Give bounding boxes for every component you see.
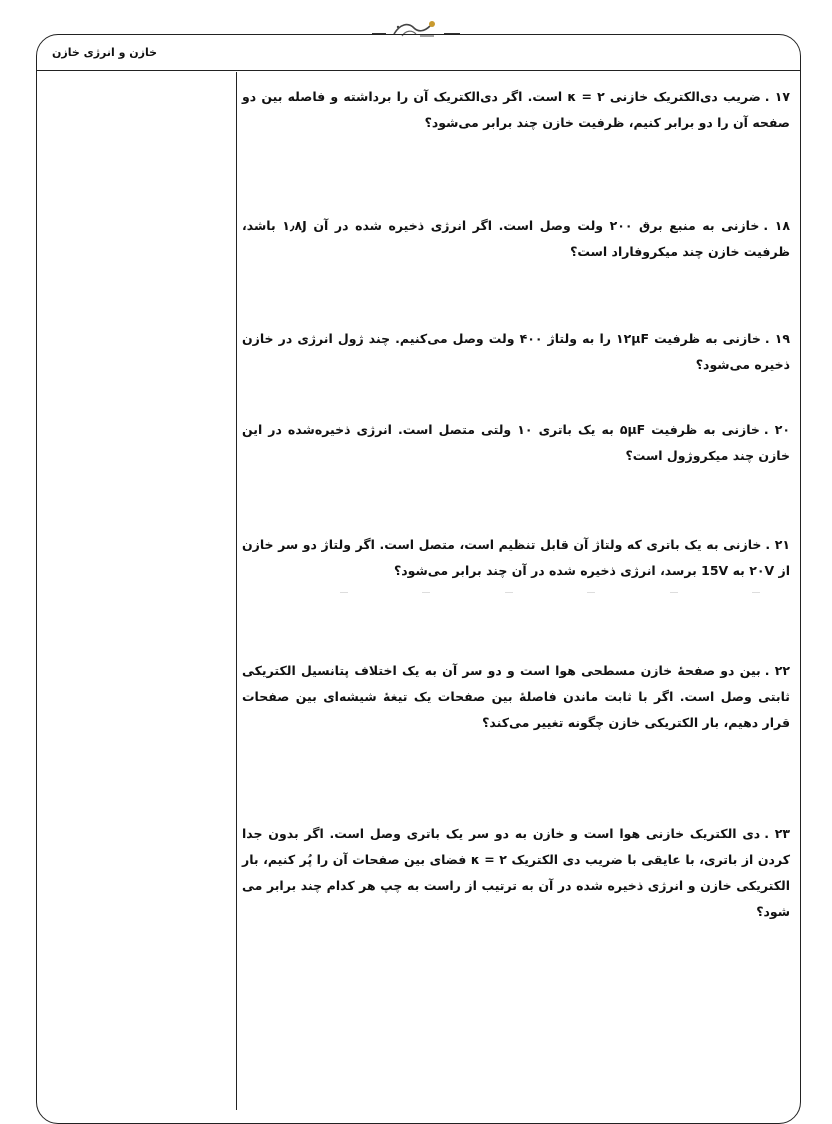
question-23 — [242, 821, 790, 925]
question-text: خازنی به منبع برق ۲۰۰ ولت وصل است. اگر انرژی ذخیره شده در آن ۱٫۸J باشد، ظرفیت خازن چند میکروفاراد است؟ — [242, 218, 790, 259]
faint-scan-marks — [340, 592, 760, 596]
question-17 — [242, 84, 790, 136]
page-title: خازن و انرژی خازن — [52, 46, 158, 59]
margin-divider — [236, 72, 237, 1110]
question-20 — [242, 417, 790, 469]
question-22 — [242, 658, 790, 736]
question-number: ۲۰ . — [763, 422, 790, 437]
question-21 — [242, 532, 790, 584]
question-number: ۲۱ . — [765, 537, 790, 552]
question-text: خازنی به یک باتری که ولتاژ آن قابل تنظیم است، متصل است. اگر ولتاژ دو سر خازن از ۲۰V به 15V برسد، انرژی ذخیره شده در آن چند برابر می‌شود؟ — [242, 537, 790, 578]
question-number: ۲۲ . — [764, 663, 790, 678]
question-text: خازنی به ظرفیت ۵μF به یک باتری ۱۰ ولتی متصل است. انرژی ذخیره‌شده در این خازن چند میکروژول است؟ — [242, 422, 790, 463]
question-number: ۱۸ . — [763, 218, 790, 233]
question-text: خازنی به ظرفیت ۱۲μF را به ولتاژ ۴۰۰ ولت وصل می‌کنیم. چند ژول انرژی در خازن ذخیره می‌شود؟ — [242, 331, 790, 372]
header-rule — [37, 70, 800, 71]
question-number: ۱۹ . — [764, 331, 790, 346]
question-number: ۲۳ . — [764, 826, 790, 841]
question-text: بین دو صفحهٔ خازن مسطحی هوا است و دو سر آن به یک اختلاف پتانسیل الکتریکی ثابتی وصل است. اگر با ثابت ماندن فاصلهٔ بین صفحات یک تیغهٔ شیشه‌ای بین صفحات قرار دهیم، بار الکتریکی خازن چگونه تغییر می‌کند؟ — [242, 663, 790, 730]
question-text: ضریب دی‌الکتریک خازنی κ = ۲ است. اگر دی‌الکتریک آن را برداشته و فاصله بین دو صفحه آن را دو برابر کنیم، ظرفیت خازن چند برابر می‌شود؟ — [242, 89, 790, 130]
question-number: ۱۷ . — [764, 89, 790, 104]
question-text: دی الکتریک خازنی هوا است و خازن به دو سر یک باتری وصل است. اگر بدون جدا کردن از باتری، با عایقی با ضریب دی الکتریک κ = ۲ فضای بین صفحات آن را پُر کنیم، بار الکتریکی خازن و انرژی ذخیره شده در آن به ترتیب از راست به چپ هر کدام چند برابر می شود؟ — [242, 826, 791, 919]
question-18 — [242, 213, 790, 265]
question-19 — [242, 326, 790, 378]
